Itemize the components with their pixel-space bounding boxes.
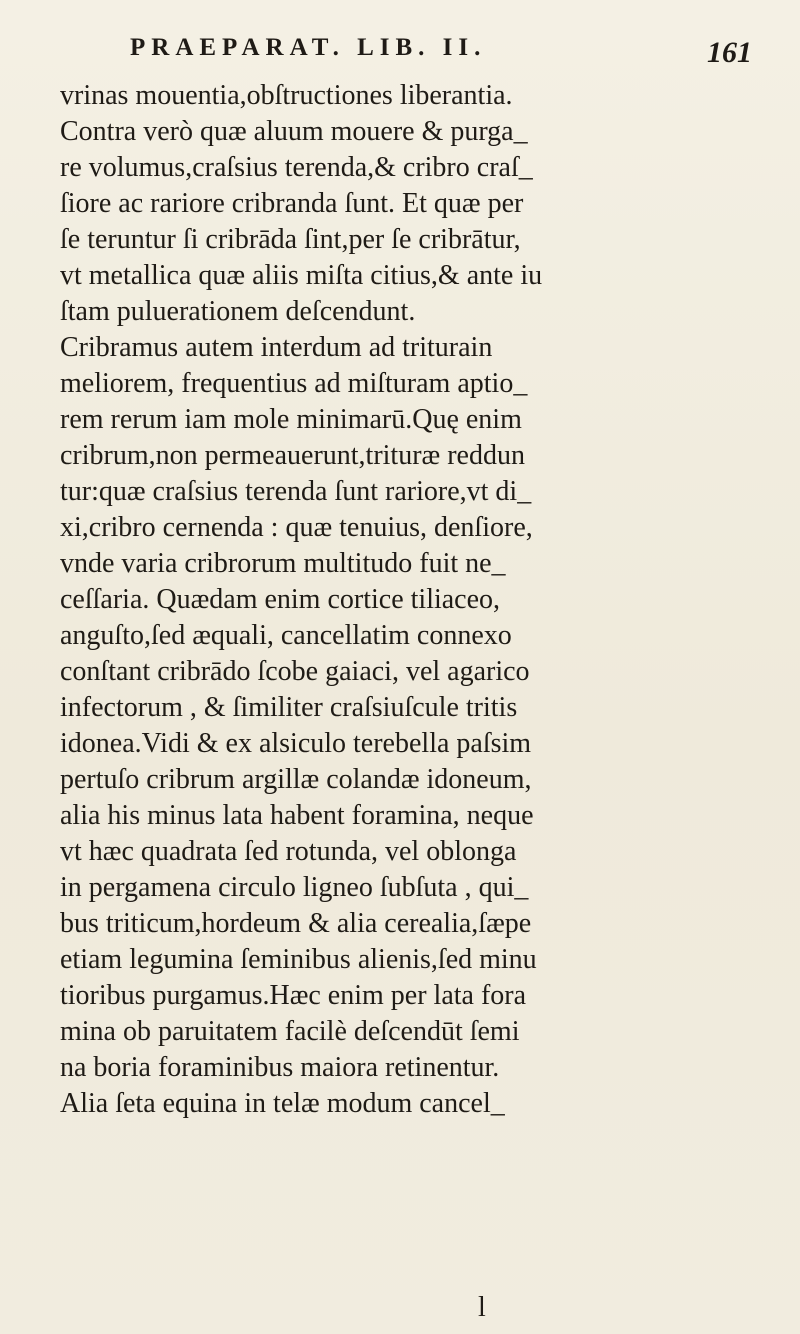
text-line: tur:quæ craſsius terenda ſunt rariore,vt di_	[60, 476, 532, 507]
text-line: conſtant cribrādo ſcobe gaiaci, vel agarico	[60, 656, 530, 687]
text-line: etiam legumina ſeminibus alienis,ſed minu	[60, 944, 537, 975]
catchword: l	[478, 1292, 486, 1323]
text-line: vnde varia cribrorum multitudo fuit ne_	[60, 548, 506, 579]
text-line: alia his minus lata habent foramina, neque	[60, 800, 534, 831]
text-line: infectorum , & ſimiliter craſsiuſcule tritis	[60, 692, 518, 723]
text-line: ſtam pulueratiοnem deſcendunt.	[60, 296, 416, 327]
text-line: pertuſo cribrum argillæ colandæ idoneum,	[60, 764, 532, 795]
text-line: vt hæc quadrata ſed rotunda, vel oblonga	[60, 836, 517, 867]
text-line: tioribus purgamus.Hæc enim per lata fora	[60, 980, 527, 1011]
text-line: rem rerum iam mole minimarū.Quę enim	[60, 404, 522, 435]
text-line: na boria foraminibus maiora retinentur.	[60, 1052, 500, 1083]
text-line: Alia ſeta equina in telæ modum cancel_	[60, 1088, 505, 1119]
text-line: ceſſaria. Quædam enim cortice tiliaceo,	[60, 584, 501, 615]
text-line: anguſto,ſed æquali, cancellatim connexo	[60, 620, 512, 651]
body-text	[60, 78, 750, 1122]
running-head: PRAEPARAT. LIB. II.	[130, 34, 487, 61]
text-line: mina ob paruitatem facilè deſcendūt ſemi	[60, 1016, 520, 1047]
text-line: meliorem, frequentius ad miſturam aptio_	[60, 368, 528, 399]
text-line: vt metallica quæ aliis miſta citius,& ante iu	[60, 260, 543, 291]
page-number: 161	[707, 36, 752, 69]
page-header	[130, 30, 760, 70]
text-line: in pergamena circulo ligneo ſubſuta , qui_	[60, 872, 529, 903]
text-line: idonea.Vidi & ex alsiculo terebella paſsim	[60, 728, 532, 759]
text-line: ſiore ac rariore cribranda ſunt. Et quæ per	[60, 188, 524, 219]
text-line: cribrum,non permeauerunt,trituræ reddun	[60, 440, 525, 471]
text-line: ſe teruntur ſi cribrāda ſint,per ſe cribrātur,	[60, 224, 521, 255]
text-line: re volumus,craſsius terenda,& cribro craſ_	[60, 152, 533, 183]
text-line: bus triticum,hordeum & alia cerealia,ſæpe	[60, 908, 532, 939]
text-line: Contra verò quæ aluum mouere & purga_	[60, 116, 528, 147]
text-line: Cribramus autem interdum ad triturain	[60, 332, 493, 363]
text-line: vrinas mouentia,obſtructiones liberantia.	[60, 80, 513, 111]
text-line: xi,cribro cernenda : quæ tenuius, denſiore,	[60, 512, 533, 543]
